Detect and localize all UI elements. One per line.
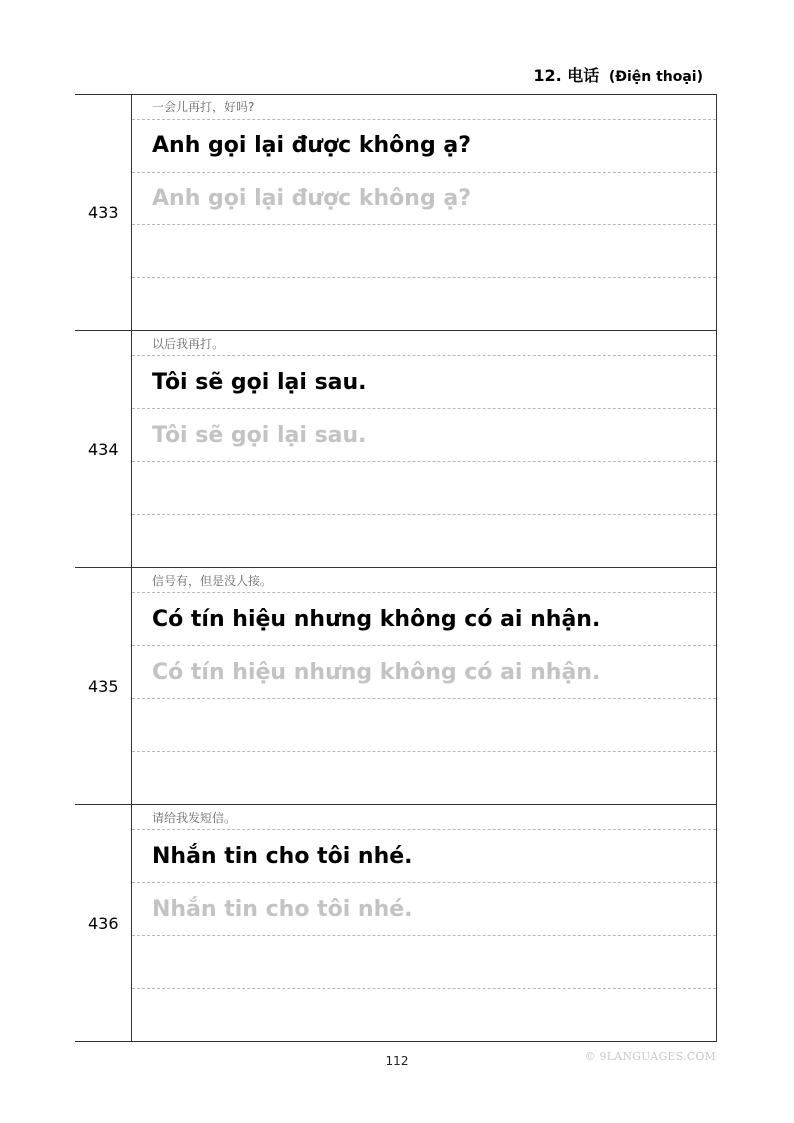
blank-writing-line xyxy=(132,989,716,1041)
section-title: 12. 电话 xyxy=(533,66,600,85)
practice-entry xyxy=(75,331,717,568)
vietnamese-sentence: Tôi sẽ gọi lại sau. xyxy=(132,356,716,409)
section-subtitle: (Điện thoại) xyxy=(608,69,703,85)
writing-lines xyxy=(132,331,717,567)
blank-writing-line xyxy=(132,936,716,989)
entry-number: 435 xyxy=(75,568,132,804)
chinese-prompt: 请给我发短信。 xyxy=(132,805,716,830)
chinese-prompt: 以后我再打。 xyxy=(132,331,716,356)
blank-writing-line xyxy=(132,225,716,278)
practice-entry xyxy=(75,568,717,805)
chinese-prompt: 信号有，但是没人接。 xyxy=(132,568,716,593)
vietnamese-sentence: Anh gọi lại được không ạ? xyxy=(132,120,716,173)
tracing-sentence: Có tín hiệu nhưng không có ai nhận. xyxy=(132,646,716,699)
blank-writing-line xyxy=(132,752,716,804)
page-header xyxy=(533,63,703,86)
practice-sheet xyxy=(75,94,717,1042)
tracing-sentence: Anh gọi lại được không ạ? xyxy=(132,173,716,226)
practice-entry xyxy=(75,94,717,331)
chinese-prompt: 一会儿再打，好吗? xyxy=(132,95,716,120)
tracing-sentence: Nhắn tin cho tôi nhé. xyxy=(132,883,716,936)
blank-writing-line xyxy=(132,699,716,752)
practice-entry xyxy=(75,805,717,1042)
writing-lines xyxy=(132,568,717,804)
tracing-sentence: Tôi sẽ gọi lại sau. xyxy=(132,409,716,462)
entry-number: 434 xyxy=(75,331,132,567)
blank-writing-line xyxy=(132,515,716,567)
blank-writing-line xyxy=(132,278,716,330)
vietnamese-sentence: Có tín hiệu nhưng không có ai nhận. xyxy=(132,593,716,646)
blank-writing-line xyxy=(132,462,716,515)
vietnamese-sentence: Nhắn tin cho tôi nhé. xyxy=(132,830,716,883)
writing-lines xyxy=(132,805,717,1041)
copyright-watermark: © 9LANGUAGES.COM xyxy=(584,1050,716,1063)
page-number: 112 xyxy=(385,1054,409,1068)
writing-lines xyxy=(132,95,717,330)
entry-number: 436 xyxy=(75,805,132,1041)
entry-number: 433 xyxy=(75,95,132,330)
